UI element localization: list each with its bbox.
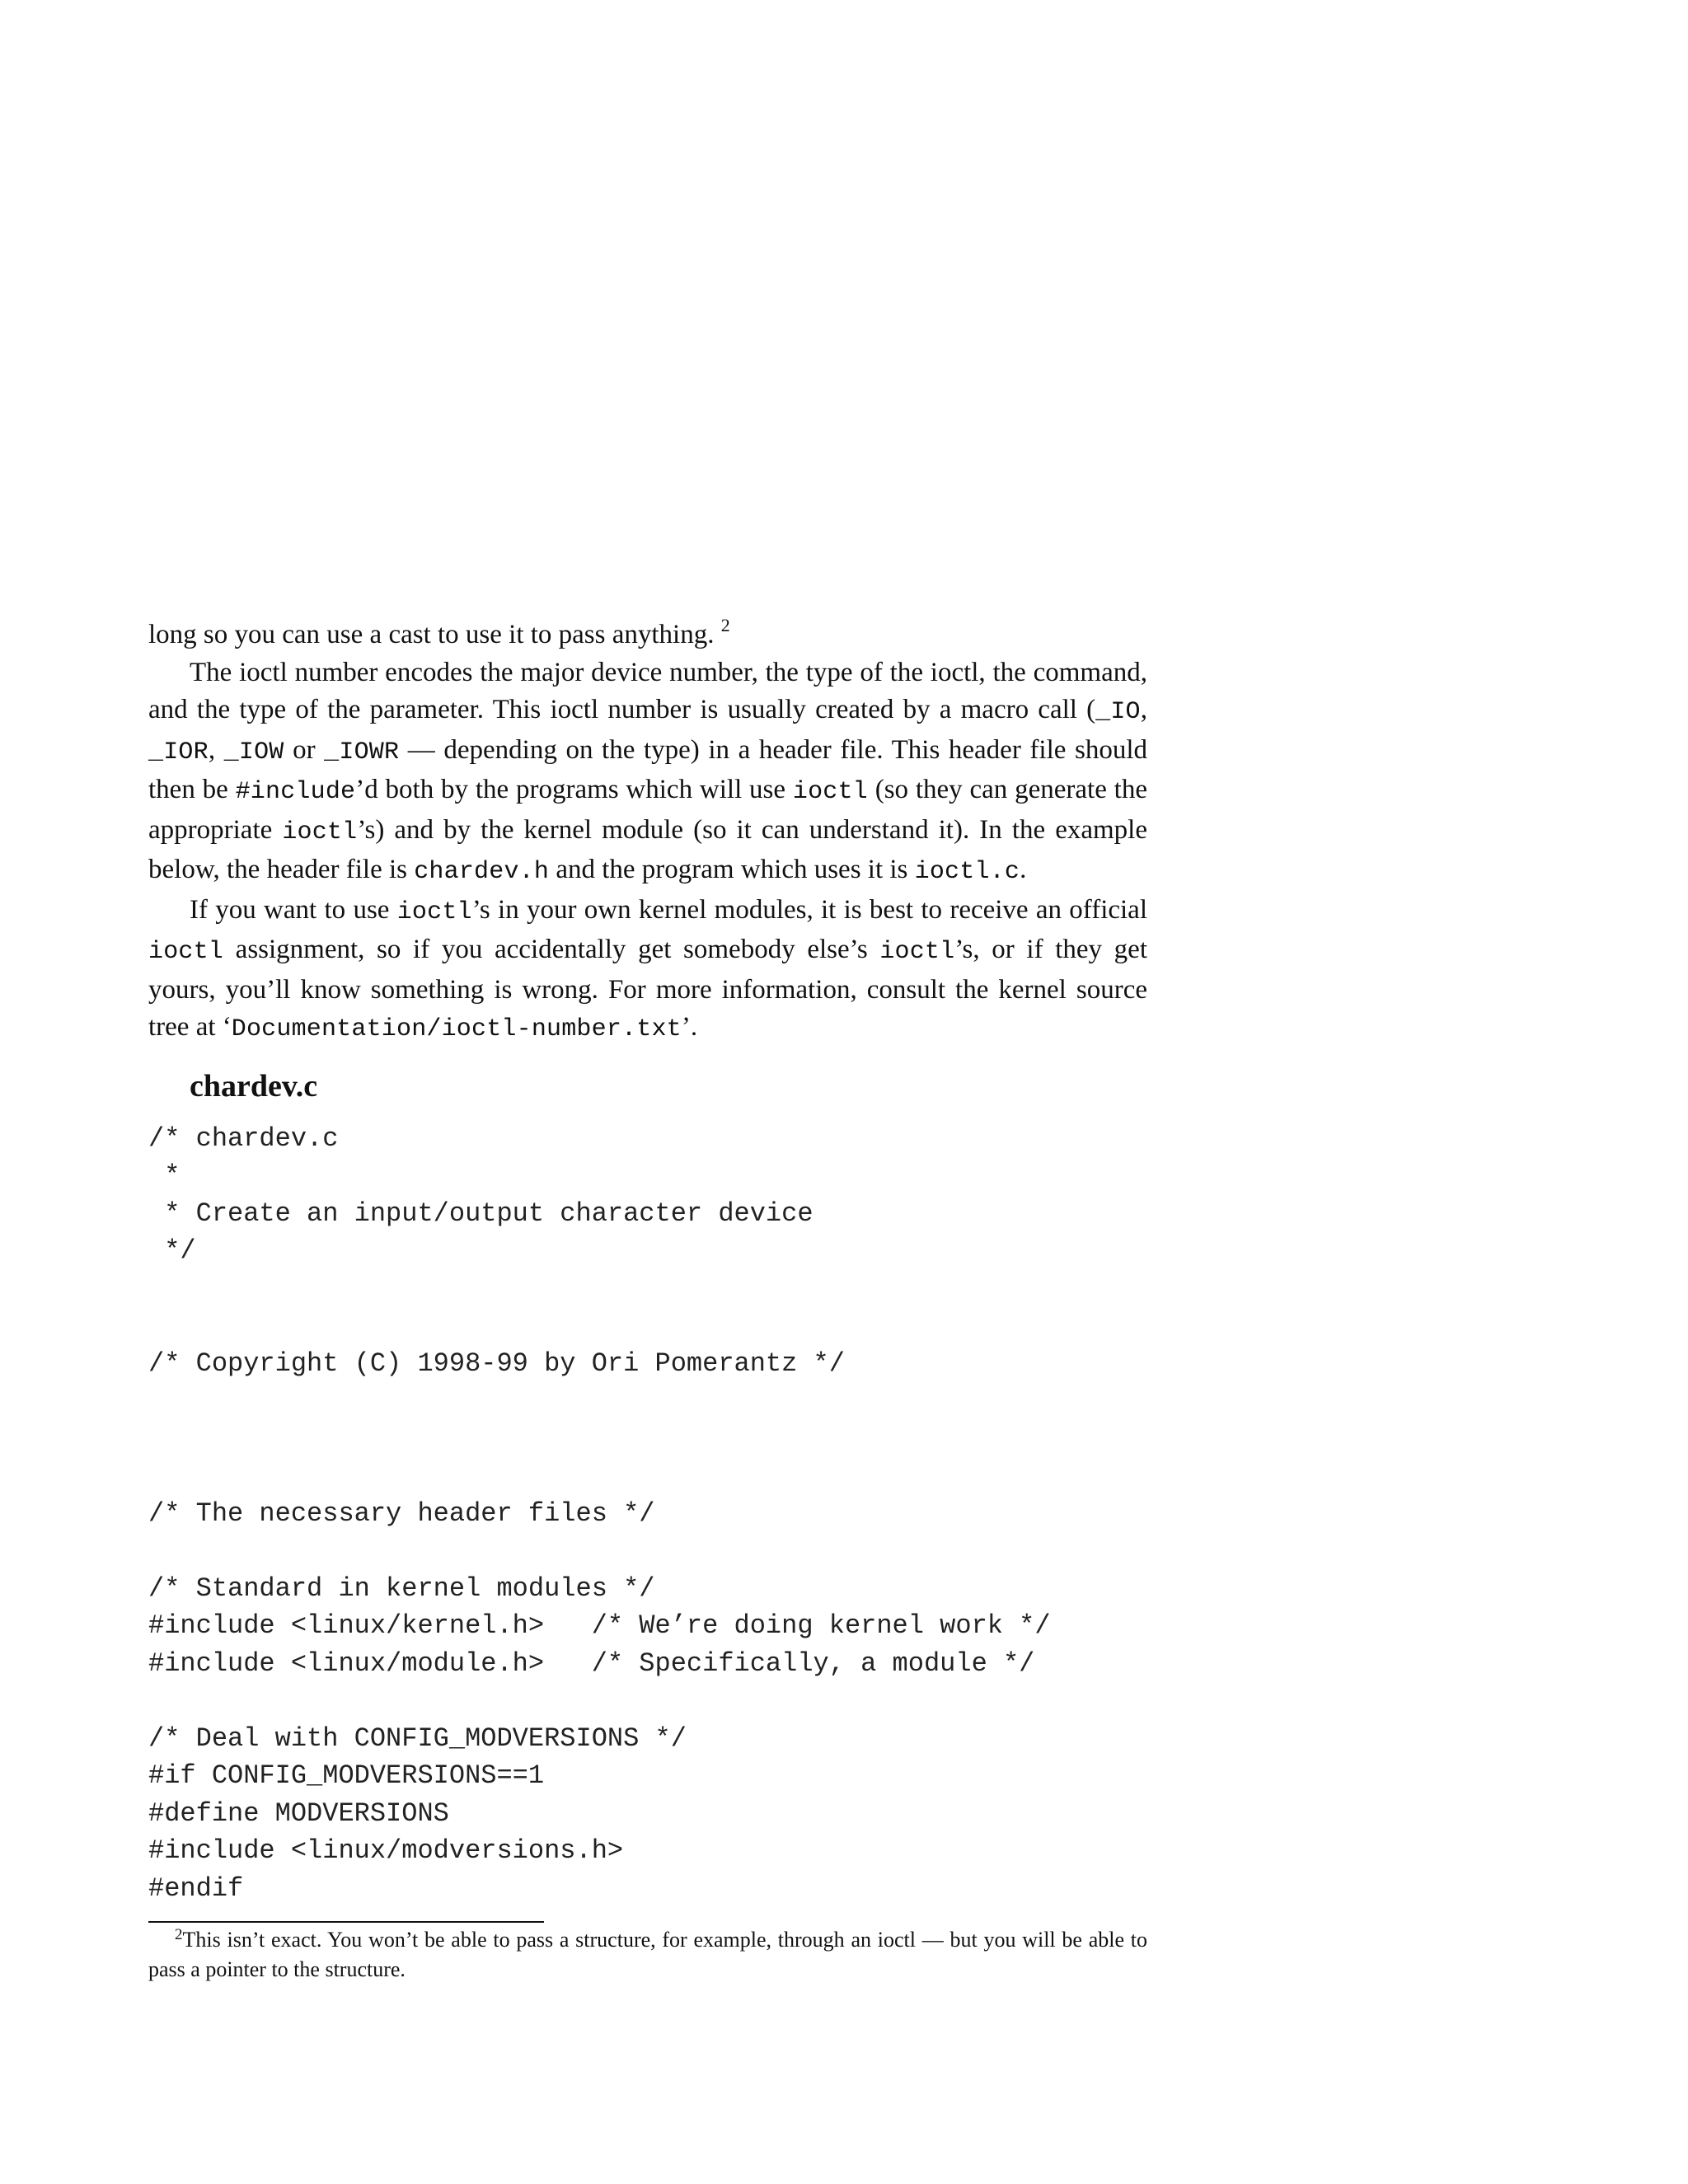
code-inline: Documentation/ioctl-number.txt <box>231 1015 682 1043</box>
text-run: , <box>1140 695 1147 724</box>
footnote-reference[interactable]: 2 <box>720 615 730 635</box>
text-run: If you want to use <box>190 894 397 925</box>
text-run: or <box>284 734 325 765</box>
text-run: — depending on the type) in a header file. This header file should then be <box>148 734 1147 804</box>
code-line <box>148 1457 1147 1495</box>
code-line: #if CONFIG_MODVERSIONS==1 <box>148 1760 545 1791</box>
code-line: #define MODVERSIONS <box>148 1797 449 1829</box>
text-run: . <box>1020 855 1027 884</box>
code-line: * <box>148 1160 181 1191</box>
code-line <box>148 1532 1147 1570</box>
code-inline: #include <box>235 778 356 806</box>
text-run: ’s) and by the kernel module (so it can understand it). In the example below, the header file is <box>148 814 1147 884</box>
code-line: /* Copyright (C) 1998-99 by Ori Pomerantz */ <box>148 1347 845 1379</box>
code-inline: ioctl.c <box>914 858 1020 886</box>
code-line: * Create an input/output character device <box>148 1197 814 1229</box>
code-line: /* chardev.c <box>148 1122 339 1154</box>
paragraph-text: long so you can use a cast to use it to pass anything. <box>148 620 715 649</box>
text-run: The ioctl number encodes the major device number, the type of the ioctl, the command, and the type of the parameter. This ioctl number is usually created by a macro call ( <box>148 657 1147 724</box>
code-line <box>148 1420 1147 1458</box>
text-run: , <box>208 734 224 765</box>
code-line: #include <linux/module.h> /* Specifically, a module */ <box>148 1647 1035 1679</box>
document-page <box>148 616 1147 1907</box>
code-line <box>148 1270 1147 1308</box>
code-inline: _IO <box>1095 698 1141 726</box>
footnote-body: This isn’t exact. You won’t be able to pass a structure, for example, through an ioctl — but you will be able to pass a pointer to the structure. <box>148 1928 1147 1981</box>
code-line <box>148 1682 1147 1720</box>
code-line: /* Deal with CONFIG_MODVERSIONS */ <box>148 1722 687 1754</box>
footnote-divider <box>148 1921 544 1923</box>
section-heading: chardev.c <box>190 1068 318 1104</box>
code-line: */ <box>148 1235 196 1266</box>
footnote-text <box>148 1925 1147 1985</box>
code-line <box>148 1382 1147 1420</box>
code-inline: _IOR <box>148 738 209 766</box>
text-run: and the program which uses it is <box>549 855 915 884</box>
paragraph-ioctl-number <box>148 654 1147 892</box>
body-text <box>148 616 1147 1049</box>
code-inline: ioctl <box>792 778 868 806</box>
paragraph-ioctl-assignment <box>148 892 1147 1049</box>
text-run: assignment, so if you accidentally get somebody else’s <box>223 935 880 964</box>
code-inline: ioctl <box>148 938 224 966</box>
code-line: /* The necessary header files */ <box>148 1497 655 1529</box>
paragraph-continuation <box>148 616 1147 654</box>
code-inline: _IOWR <box>324 738 400 766</box>
text-run: ’s, or if they get yours, you’ll know something is wrong. For more information, consult the kernel source tree at ‘ <box>148 935 1147 1042</box>
code-inline: ioctl <box>282 818 358 846</box>
text-run: ’. <box>681 1012 698 1042</box>
text-run: (so they can generate the appropriate <box>148 775 1147 845</box>
code-inline: ioctl <box>879 938 955 966</box>
footnote <box>148 1925 1147 1985</box>
code-inline: chardev.h <box>414 858 550 886</box>
code-line <box>148 1307 1147 1345</box>
code-line: /* Standard in kernel modules */ <box>148 1572 655 1604</box>
code-listing <box>148 1120 1147 1908</box>
code-line: #include <linux/kernel.h> /* We’re doing kernel work */ <box>148 1610 1051 1641</box>
code-line: #include <linux/modversions.h> <box>148 1835 624 1866</box>
footnote-mark: 2 <box>175 1926 183 1943</box>
code-inline: ioctl <box>396 898 472 926</box>
code-line: #endif <box>148 1872 244 1904</box>
text-run: ’d both by the programs which will use <box>355 775 793 804</box>
code-inline: _IOW <box>223 738 284 766</box>
text-run: ’s in your own kernel modules, it is best to receive an official <box>471 894 1147 925</box>
